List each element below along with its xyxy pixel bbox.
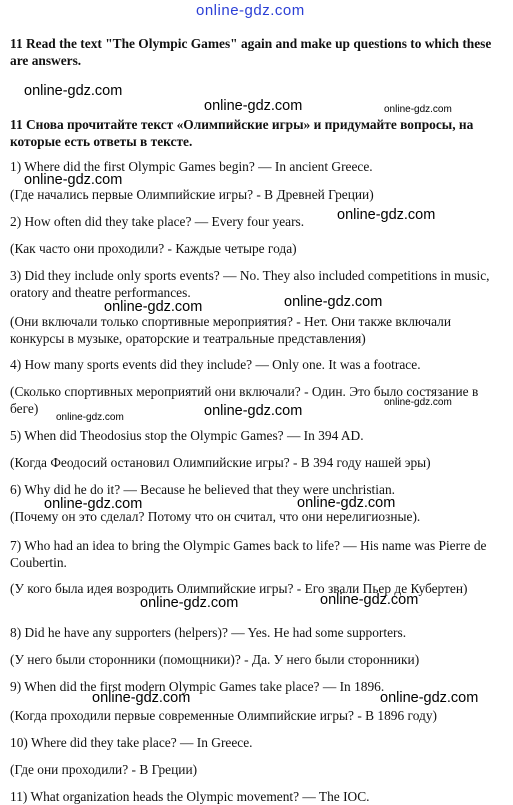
header-watermark: online-gdz.com <box>196 2 305 19</box>
answer-item-ru: (Когда Феодосий остановил Олимпийские игры? - В 394 году нашей эры) <box>10 455 431 470</box>
watermark: online-gdz.com <box>24 172 123 188</box>
answer-item-ru: (Где начались первые Олимпийские игры? - В Древней Греции) <box>10 187 374 202</box>
answer-item-ru: (У него были сторонники (помощники)? - Да. У него были сторонники) <box>10 652 420 667</box>
watermark: online-gdz.com <box>204 98 303 114</box>
answer-item-ru: (У кого была идея возродить Олимпийские игры? - Его звали Пьер де Кубертен) <box>10 581 468 596</box>
answer-item-en: 2) How often did they take place? — Every four years. <box>10 214 305 229</box>
watermark: online-gdz.com <box>56 412 124 423</box>
answer-item-en: 3) Did they include only sports events? — No. They also included competitions in music, oratory and theatre performances. <box>10 268 490 300</box>
watermark: online-gdz.com <box>204 403 303 419</box>
answer-item-en: 5) When did Theodosius stop the Olympic Games? — In 394 AD. <box>10 428 364 443</box>
watermark: online-gdz.com <box>297 495 396 511</box>
answer-item-ru: (Когда проходили первые современные Олимпийские игры? - В 1896 году) <box>10 708 437 723</box>
answer-item-en: 8) Did he have any supporters (helpers)? — Yes. He had some supporters. <box>10 625 407 640</box>
answer-item-en: 4) How many sports events did they include? — Only one. It was a footrace. <box>10 357 421 372</box>
answer-item-en: 11) What organization heads the Olympic movement? — The IOC. <box>10 789 370 804</box>
answer-item-en: 1) Where did the first Olympic Games begin? — In ancient Greece. <box>10 159 373 174</box>
answer-item-en: 10) Where did they take place? — In Greece. <box>10 735 253 750</box>
answer-item-en: 9) When did the first modern Olympic Games take place? — In 1896. <box>10 679 385 694</box>
answer-item-en: 6) Why did he do it? — Because he believed that they were unchristian. <box>10 482 395 497</box>
watermark: online-gdz.com <box>384 104 452 115</box>
watermark: online-gdz.com <box>140 595 239 611</box>
answer-item-en: 7) Who had an idea to bring the Olympic Games back to life? — His name was Pierre de Coubertin. <box>10 538 487 570</box>
task-heading-en: 11 Read the text "The Olympic Games" again and make up questions to which these are answers. <box>10 36 492 68</box>
answer-item-ru: (Где они проходили? - В Греции) <box>10 762 198 777</box>
answer-item-ru: (Как часто они проходили? - Каждые четыре года) <box>10 241 297 256</box>
watermark: online-gdz.com <box>24 83 123 99</box>
task-heading-ru: 11 Снова прочитайте текст «Олимпийские игры» и придумайте вопросы, на которые есть ответы в тексте. <box>10 117 474 149</box>
watermark: online-gdz.com <box>44 496 143 512</box>
watermark: online-gdz.com <box>104 299 203 315</box>
watermark: online-gdz.com <box>320 592 419 608</box>
watermark: online-gdz.com <box>384 397 452 408</box>
answer-item-ru: (Почему он это сделал? Потому что он считал, что они нерелигиозные). <box>10 509 421 524</box>
watermark: online-gdz.com <box>284 294 383 310</box>
answer-item-ru: (Сколько спортивных мероприятий они включали? - Один. Это было состязание в беге) <box>10 384 479 416</box>
watermark: online-gdz.com <box>92 690 191 706</box>
answer-item-ru: (Они включали только спортивные мероприятия? - Нет. Они также включали конкурсы в музыке, ораторские и театральные представления) <box>10 314 452 346</box>
watermark: online-gdz.com <box>380 690 479 706</box>
watermark: online-gdz.com <box>337 207 436 223</box>
